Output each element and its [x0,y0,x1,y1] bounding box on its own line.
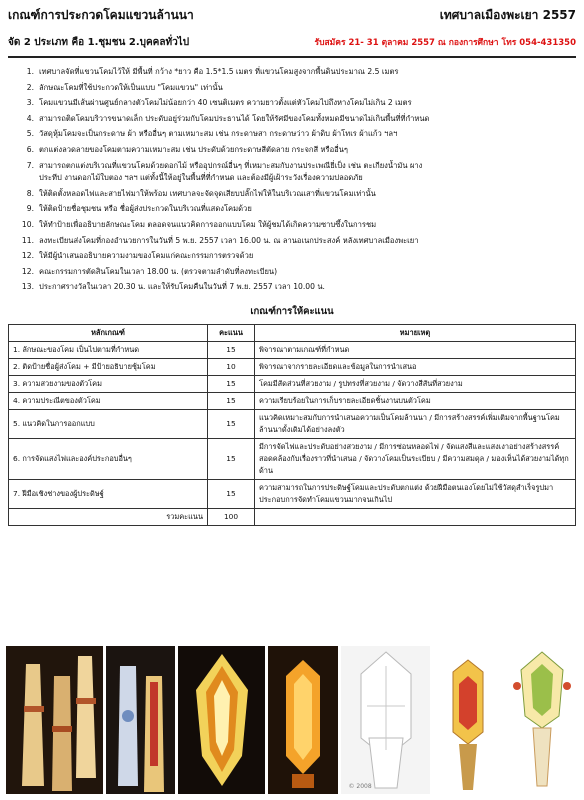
rule-item [8,113,576,126]
subheader [8,35,576,50]
table-row [9,341,576,358]
scoring-title: เกณฑ์การให้คะแนน [250,305,334,317]
organizer-label: เทศบาลเมืองพะเยา 2557 [439,8,576,22]
table-row [9,375,576,392]
rule-text: เทศบาลจัดที่แขวนโคมไว้ให้ มีพื้นที่ กว้าง *ยาว คือ 1.5*1.5 เมตร ที่แขวนโคมสูงจากพื้นดินประมาณ 2.5 เมตร [39,67,399,76]
rule-number: 4. [26,113,34,123]
header-divider [8,56,576,58]
rule-number: 13. [21,282,34,292]
rule-number: 2. [26,82,34,92]
table-row [9,409,576,438]
rule-number: 10. [21,219,34,229]
note-cell: พิจารณาตามเกณฑ์ที่กำหนด [255,341,576,358]
rule-number: 8. [26,188,34,198]
score-cell: 15 [208,341,255,358]
rule-item [8,128,576,141]
table-row [9,438,576,479]
lantern-illustration-2 [106,646,175,794]
table-row [9,358,576,375]
contest-categories: จัด 2 ประเภท คือ 1.ชุมชน 2.บุคคลทั่วไป [8,37,190,48]
score-cell: 15 [208,438,255,479]
lantern-illustration-1 [6,646,103,794]
total-label: รวมคะแนน [9,508,208,525]
rule-number: 12. [21,266,34,276]
lantern-photo-2 [106,646,175,794]
table-row [9,479,576,508]
rule-item [8,235,576,248]
rule-item [8,219,576,232]
note-cell: โคมมีสัดส่วนที่สวยงาม / รูปทรงที่สวยงาม / จัดวางสีสันที่สวยงาม [255,375,576,392]
note-cell: ความเรียบร้อยในการเก็บรายละเอียดชิ้นงานบนตัวโคม [255,392,576,409]
rule-number: 6. [26,144,34,154]
rule-item [8,82,576,95]
rule-number: 5. [26,129,34,139]
lantern-illustration-3 [178,646,265,794]
photo-watermark: © 2008 [348,783,372,790]
rules-list [8,66,576,294]
page-title: เกณฑ์การประกวดโคมแขวนล้านนา [8,8,194,22]
note-cell: มีการจัดไฟและประดับอย่างสวยงาม / มีการซ่อนหลอดไฟ / จัดแสงสีและแสงเงาอย่างสร้างสรรค์ สอดคล้องกับเรื่องราวที่นำเสนอ / จัดวางโคมเป็นระเบียบ / มีความสมดุล / มองเห็นได้สวยงามได้ทุกด้าน [255,438,576,479]
rule-text: ให้ติดป้ายชื่อชุมชน หรือ ชื่อผู้ส่งประกวดในบริเวณที่แสดงโคมด้วย [39,204,252,214]
score-cell: 10 [208,358,255,375]
criterion-cell: 5. แนวคิดในการออกแบบ [9,409,208,438]
note-cell: แนวคิดเหมาะสมกับการนำเสนอความเป็นโคมล้านนา / มีการสร้างสรรค์เพิ่มเติมจากพื้นฐานโคมล้านนาดั้งเดิมได้อย่างลงตัว [255,409,576,438]
rule-text: คณะกรรมการตัดสินโคมในเวลา 18.00 น. (ตรวจตามลำดับที่ลงทะเบียน) [39,266,278,276]
rule-item [8,97,576,110]
rule-item [8,203,576,216]
rule-item [8,250,576,263]
total-score: 100 [208,508,255,525]
score-cell: 15 [208,479,255,508]
criterion-cell: 3. ความสวยงามของตัวโคม [9,375,208,392]
criterion-cell: 2. ติดป้ายชื่อผู้ส่งโคม + มีป้ายอธิบายชุ้มโคม [9,358,208,375]
rule-text: ตกแต่งลวดลายของโคมตามความเหมาะสม เช่น ประดับด้วยกระดาษสีตัดลาย กระจกสี หรืออื่นๆ [39,144,349,154]
lantern-photo-5 [341,646,430,794]
header-criterion: หลักเกณฑ์ [9,324,208,341]
lantern-illustration-6 [433,646,502,794]
rule-text: ประทีป งานดอกไม้ใบตอง ฯลฯ แต่ทั้งนี้ให้อยู่ในพื้นที่ที่กำหนด และต้องมีผู้เฝ้าระวังเรื่องความปลอดภัย [39,173,363,183]
rule-number: 7. [26,160,34,170]
score-cell: 15 [208,392,255,409]
header-note: หมายเหตุ [255,324,576,341]
criterion-cell: 4. ความประณีตของตัวโคม [9,392,208,409]
lantern-photo-4 [268,646,337,794]
lantern-illustration-5 [341,646,430,794]
rule-item [8,188,576,201]
scoring-header-row [9,324,576,341]
rule-text: ให้ติดตั้งหลอดไฟและสายไฟมาให้พร้อม เทศบาลจะจัดจุดเสียบปลั๊กไฟให้ในบริเวณเสาที่แขวนโคมเท่านั้น [39,188,376,198]
header-score: คะแนน [208,324,255,341]
rule-item [8,172,576,185]
lantern-photo-1 [6,646,103,794]
rule-number: 12. [21,251,34,261]
total-note [255,508,576,525]
criterion-cell: 7. ฝีมือเชิงช่างของผู้ประดิษฐ์ [9,479,208,508]
rule-item [8,160,576,173]
lantern-photo-3 [178,646,265,794]
scoring-table [8,324,576,526]
rule-text: วัสดุหุ้มโคมจะเป็นกระดาษ ผ้า หรืออื่นๆ ตามเหมาะสม เช่น กระดาษสา กระดาษว่าว ผ้าดิบ ผ้าโทเร ผ้าแก้ว ฯลฯ [39,129,398,139]
header [8,6,576,25]
score-cell: 15 [208,375,255,392]
rule-number [8,172,39,185]
lantern-photo-strip [6,646,578,794]
rule-text: ให้มีผู้นำเสนออธิบายความงามของโคมแก่คณะกรรมการตรวจด้วย [39,251,254,261]
rule-text: ให้ทำป้ายเพื่ออธิบายลักษณะโคม ตลอดจนแนวคิดการออกแบบโคม ให้ผู้ชมได้เกิดความซาบซึ้งในการชม [39,219,377,229]
rule-text: ลักษณะโคมที่ใช้ประกวดให้เป็นแบบ "โคมแขวน" เท่านั้น [39,82,223,92]
rule-item [8,281,576,294]
lantern-illustration-4 [268,646,337,794]
rule-item [8,266,576,279]
table-row [9,392,576,409]
rule-text: โคมแขวนมีเส้นผ่านศูนย์กลางตัวโคมไม่น้อยกว่า 40 เซนติเมตร ความยาวตั้งแต่หัวโคมไปถึงหางโคมไม่เกิน 2 เมตร [39,98,412,108]
rule-item [8,66,576,79]
rule-item [8,144,576,157]
rule-text: ประกาศรางวัลในเวลา 20.30 น. และให้รับโคมคืนในวันที่ 7 พ.ย. 2557 เวลา 10.00 น. [39,282,325,292]
rule-text: สามารถตกแต่งบริเวณที่แขวนโคมด้วยดอกไม้ หรืออุปกรณ์อื่นๆ ที่เหมาะสมกับงานประเพณียี่เป็ง เช่น ตะเกียงน้ำมัน ผาง [39,160,423,170]
total-row [9,508,576,525]
lantern-photo-7 [505,646,578,794]
lantern-photo-6 [433,646,502,794]
rule-number: 9. [26,204,34,214]
criterion-cell: 6. การจัดแสงไฟและองค์ประกอบอื่นๆ [9,438,208,479]
rule-number: 11. [21,235,34,245]
rule-number: 1. [26,67,34,76]
rule-number: 3. [26,98,34,108]
document-page [8,6,576,526]
criterion-cell: 1. ลักษณะของโคม เป็นไปตามที่กำหนด [9,341,208,358]
score-cell: 15 [208,409,255,438]
note-cell: ความสามารถในการประดิษฐ์โคมและประดับตกแต่ง ด้วยฝีมือตนเองโดยไม่ใช้วัสดุสำเร็จรูปมาประกอบการจัดทำโคมแขวนมากจนเกินไป [255,479,576,508]
registration-info: รับสมัคร 21- 31 ตุลาคม 2557 ณ กองการศึกษา โทร 054-431350 [314,38,576,48]
rule-text: สามารถติดโคมบริวารขนาดเล็ก ประดับอยู่ร่วมกับโคมประธานได้ โดยให้รัศมีของโคมทั้งหมดมีขนาดไม่เกินพื้นที่ที่กำหนด [39,113,430,123]
lantern-illustration-7 [505,646,578,794]
note-cell: พิจารณาจากรายละเอียดและข้อมูลในการนำเสนอ [255,358,576,375]
rule-text: ลงทะเบียนส่งโคมที่กองอำนวยการในวันที่ 5 พ.ย. 2557 เวลา 16.00 น. ณ ลานอเนกประสงค์ หลังเทศบาลเมืองพะเยา [39,235,419,245]
